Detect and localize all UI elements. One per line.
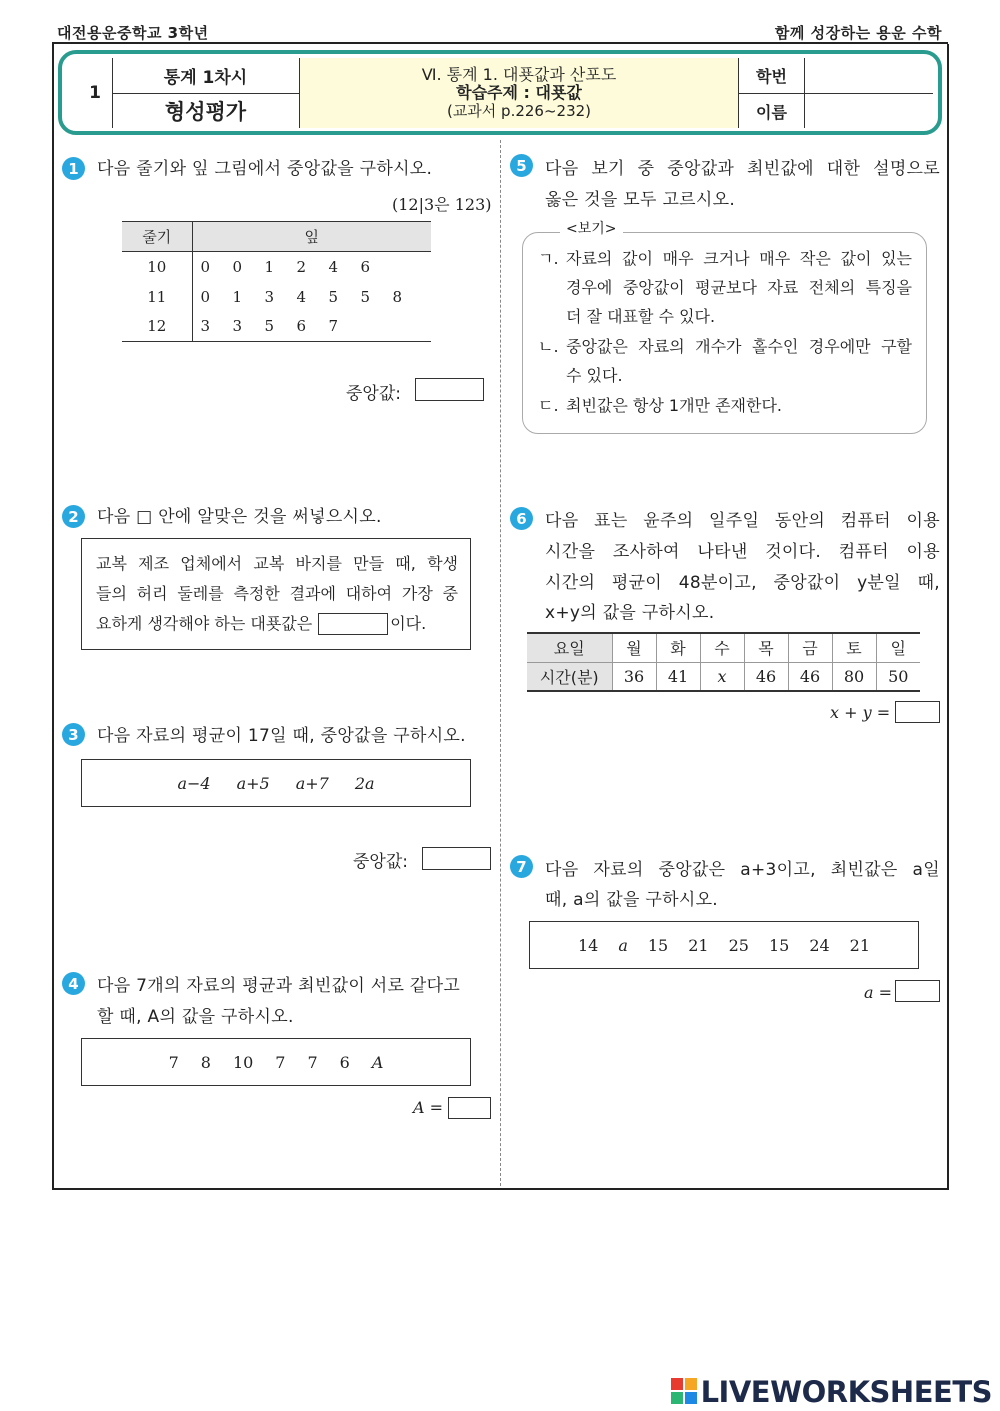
q6-answer-input[interactable] — [895, 701, 940, 723]
bogi-item-mark: ㄱ. — [538, 249, 559, 268]
table-cell: 목 — [744, 633, 788, 662]
table-cell: 금 — [788, 633, 832, 662]
data-value: 6 — [339, 1052, 350, 1072]
stem-header: 줄기 — [122, 222, 192, 252]
worksheet-header — [58, 50, 942, 135]
table-cell: 46 — [788, 662, 832, 691]
topic-title: 학습주제 : 대푯값 — [456, 83, 582, 103]
name-label: 이름 — [739, 94, 805, 128]
data-value: 7 — [275, 1052, 286, 1072]
table-cell: x — [700, 662, 744, 691]
table-cell: 월 — [612, 633, 656, 662]
data-value: 10 — [232, 1052, 254, 1072]
chapter-title: Ⅵ. 통계 1. 대푯값과 산포도 — [421, 64, 617, 84]
q3-answer-input[interactable] — [422, 847, 491, 870]
leaf: 6 — [360, 257, 371, 276]
table-row — [527, 633, 920, 662]
question-number-3: 3 — [62, 723, 85, 746]
stem-value: 12 — [122, 312, 192, 342]
lesson-number: 1 — [89, 83, 101, 103]
data-value: 24 — [809, 935, 830, 955]
question-7-text-line1: 다음 자료의 중앙값은 a+3이고, 최빈값은 a일 — [545, 860, 940, 880]
bogi-item-text: 수 있다. — [566, 366, 623, 385]
q3-answer-label: 중앙값: — [353, 852, 408, 872]
table-cell: 36 — [612, 662, 656, 691]
leaf: 5 — [328, 287, 339, 306]
q7-answer-label: a = — [864, 983, 893, 1002]
topic-panel — [299, 58, 739, 128]
leaf: 3 — [232, 317, 243, 336]
question-number-4: 4 — [62, 972, 85, 995]
data-value: a−4 — [177, 773, 211, 793]
data-value: A — [371, 1052, 384, 1072]
school-name: 대전용운중학교 3학년 — [57, 24, 209, 42]
liveworksheets-logo[interactable] — [671, 1375, 992, 1409]
stem-leaf-row — [122, 282, 431, 312]
q1-answer-label: 중앙값: — [346, 384, 401, 404]
leaf-values — [192, 312, 431, 342]
stem-leaf-key: (12|3은 123) — [392, 195, 492, 214]
bogi-item-text: 더 잘 대표할 수 있다. — [566, 307, 716, 326]
bogi-title: <보기> — [560, 218, 623, 238]
leaf-header: 잎 — [192, 222, 431, 252]
table-cell: 수 — [700, 633, 744, 662]
bogi-item-text: 자료의 값이 매우 크거나 매우 작은 값이 있는 — [566, 249, 912, 268]
student-id-label: 학번 — [739, 58, 805, 94]
question-1-text: 다음 줄기와 잎 그림에서 중앙값을 구하시오. — [97, 159, 433, 179]
data-value: 7 — [307, 1052, 318, 1072]
question-2-text: 다음 □ 안에 알맞은 것을 써넣으시오. — [97, 507, 382, 527]
leaf: 3 — [200, 317, 211, 336]
header-divider — [112, 58, 113, 128]
question-number-5: 5 — [510, 154, 533, 177]
leaf: 1 — [232, 287, 243, 306]
table-row-header: 시간(분) — [527, 662, 612, 691]
motto: 함께 성장하는 용운 수학 — [774, 24, 942, 42]
q2-answer-input[interactable] — [318, 613, 388, 635]
leaf: 6 — [296, 317, 307, 336]
question-number-7: 7 — [510, 855, 533, 878]
q4-answer-input[interactable] — [448, 1097, 491, 1119]
data-value: 7 — [168, 1052, 179, 1072]
stem-value: 10 — [122, 252, 192, 282]
data-value: 21 — [849, 935, 871, 955]
table-cell: 80 — [832, 662, 876, 691]
liveworksheets-logo-icon — [671, 1378, 699, 1406]
question-3-text: 다음 자료의 평균이 17일 때, 중앙값을 구하시오. — [97, 726, 466, 746]
q7-data-box — [529, 921, 919, 969]
leaf: 8 — [392, 287, 403, 306]
leaf: 7 — [328, 317, 339, 336]
q1-answer-input[interactable] — [415, 378, 484, 401]
data-value: 2a — [354, 773, 375, 793]
question-number-2: 2 — [62, 505, 85, 528]
leaf: 0 — [200, 257, 211, 276]
question-4-text-line1: 다음 7개의 자료의 평균과 최빈값이 서로 같다고 — [97, 976, 461, 996]
question-6-text-line1: 다음 표는 윤주의 일주일 동안의 컴퓨터 이용 — [545, 511, 940, 531]
question-number-6: 6 — [510, 507, 533, 530]
table-cell: 일 — [876, 633, 920, 662]
q3-data-box — [81, 759, 471, 807]
leaf: 0 — [200, 287, 211, 306]
stem-leaf-plot — [122, 221, 431, 342]
table-cell: 토 — [832, 633, 876, 662]
leaf: 2 — [296, 257, 307, 276]
question-5-text-line1: 다음 보기 중 중앙값과 최빈값에 대한 설명으로 — [545, 159, 940, 179]
column-divider — [500, 140, 501, 1186]
leaf: 5 — [360, 287, 371, 306]
leaf: 4 — [328, 257, 339, 276]
bogi-item-text: 최빈값은 항상 1개만 존재한다. — [566, 396, 782, 415]
question-6-text-line4: x+y의 값을 구하시오. — [545, 603, 715, 623]
data-value: 8 — [200, 1052, 211, 1072]
data-value: 15 — [768, 935, 790, 955]
data-value: 15 — [647, 935, 669, 955]
bogi-item-text: 중앙값은 자료의 개수가 홀수인 경우에만 구할 — [566, 337, 912, 356]
q2-passage-line: 교복 제조 업체에서 교복 바지를 만들 때, 학생 — [96, 554, 458, 573]
table-cell: 화 — [656, 633, 700, 662]
data-value: 21 — [688, 935, 709, 955]
data-value: a+7 — [295, 773, 329, 793]
computer-usage-table — [527, 632, 920, 692]
stem-leaf-row — [122, 312, 431, 342]
q2-passage-text: 이다. — [390, 614, 427, 633]
leaf: 4 — [296, 287, 307, 306]
table-row — [527, 662, 920, 691]
bogi-item-mark: ㄴ. — [538, 337, 559, 356]
name-field[interactable] — [805, 94, 933, 128]
q2-passage-text: 요하게 생각해야 하는 대푯값은 — [96, 614, 313, 633]
q6-answer-label: x + y = — [830, 703, 891, 722]
leaf: 1 — [264, 257, 275, 276]
textbook-pages: (교과서 p.226~232) — [446, 101, 592, 120]
data-value: 14 — [577, 935, 599, 955]
table-cell: 46 — [744, 662, 788, 691]
leaf: 0 — [232, 257, 243, 276]
table-row-header: 요일 — [527, 633, 612, 662]
question-number-1: 1 — [62, 157, 85, 180]
table-cell: 50 — [876, 662, 920, 691]
question-5-text-line2: 옳은 것을 모두 고르시오. — [545, 190, 736, 210]
data-value: a+5 — [236, 773, 270, 793]
question-6-text-line3: 시간의 평균이 48분이고, 중앙값이 y분일 때, — [545, 573, 940, 593]
q2-passage-line — [96, 609, 426, 639]
brand-name: LIVEWORKSHEETS — [700, 1375, 992, 1409]
leaf: 3 — [264, 287, 275, 306]
question-7-text-line2: 때, a의 값을 구하시오. — [545, 890, 719, 910]
leaf: 5 — [264, 317, 275, 336]
bogi-item-text: 경우에 중앙값이 평균보다 자료 전체의 특징을 — [566, 278, 912, 297]
data-value: 25 — [728, 935, 749, 955]
stem-leaf-row — [122, 252, 431, 282]
leaf-values — [192, 252, 431, 282]
q4-data-box — [81, 1038, 471, 1086]
leaf-values — [192, 282, 431, 312]
q2-passage-line: 들의 허리 둘레를 측정한 결과에 대하여 가장 중 — [96, 584, 458, 603]
q2-passage-box — [81, 538, 471, 650]
q7-answer-input[interactable] — [895, 980, 940, 1002]
question-4-text-line2: 할 때, A의 값을 구하시오. — [97, 1007, 294, 1027]
student-id-field[interactable] — [805, 58, 933, 94]
unit-title: 통계 1차시 — [112, 58, 299, 94]
stem-value: 11 — [122, 282, 192, 312]
table-cell: 41 — [656, 662, 700, 691]
question-6-text-line2: 시간을 조사하여 나타낸 것이다. 컴퓨터 이용 — [545, 542, 940, 562]
q4-answer-label: A = — [413, 1098, 444, 1117]
bogi-item-mark: ㄷ. — [538, 396, 559, 415]
data-value: a — [618, 935, 628, 955]
assessment-type: 형성평가 — [164, 100, 247, 124]
